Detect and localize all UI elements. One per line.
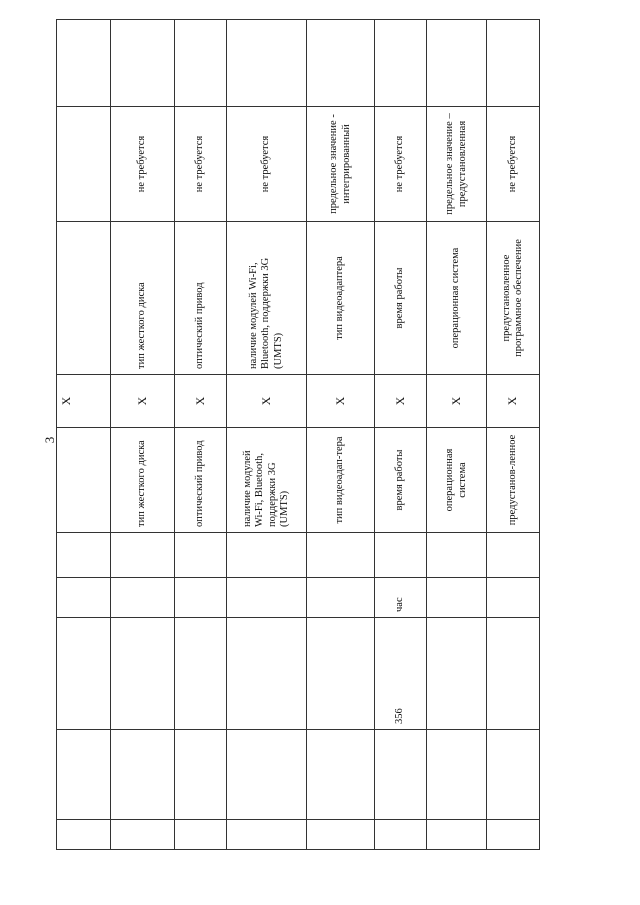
- table-cell: X: [227, 375, 307, 428]
- table-cell: [111, 618, 175, 730]
- table-cell: оптический привод: [175, 428, 227, 533]
- table-cell: [307, 618, 375, 730]
- table-cell: [227, 730, 307, 820]
- table-cell: [57, 222, 111, 375]
- table-cell: [175, 730, 227, 820]
- table-cell: [175, 618, 227, 730]
- table-cell: [427, 20, 487, 107]
- table-cell: не требуется: [111, 107, 175, 222]
- table-cell: тип жесткого диска: [111, 222, 175, 375]
- table-cell: час: [375, 578, 427, 618]
- table-cell: [307, 578, 375, 618]
- table-row: [227, 20, 307, 850]
- table-cell: время работы: [375, 428, 427, 533]
- table-cell: оптический привод: [175, 222, 227, 375]
- table-cell: [57, 730, 111, 820]
- table-cell: [175, 20, 227, 107]
- rotated-table-wrapper: [56, 20, 539, 850]
- table-cell: X: [57, 375, 111, 428]
- table-cell: X: [111, 375, 175, 428]
- table-cell: [487, 730, 540, 820]
- table-cell: наличие модулей Wi-Fi, Bluetooth, поддержки 3G (UMTS): [227, 222, 307, 375]
- table-cell: не требуется: [227, 107, 307, 222]
- table-cell: тип видеоадаптера: [307, 222, 375, 375]
- table-cell: наличие модулей Wi-Fi, Bluetooth, поддержки 3G (UMTS): [227, 428, 307, 533]
- table-cell: [375, 20, 427, 107]
- table-cell: операционная система: [427, 428, 487, 533]
- table-row: [427, 20, 487, 850]
- table-cell: [57, 533, 111, 578]
- table-cell: [487, 20, 540, 107]
- table-cell: [427, 730, 487, 820]
- table-cell: [227, 20, 307, 107]
- table-cell: предустанов-ленное: [487, 428, 540, 533]
- table-cell: [427, 618, 487, 730]
- table-cell: [307, 820, 375, 850]
- table-cell: [427, 533, 487, 578]
- table-cell: X: [487, 375, 540, 428]
- table-cell: не требуется: [487, 107, 540, 222]
- table-cell: [111, 730, 175, 820]
- specs-table: [56, 19, 540, 850]
- table-cell: [487, 533, 540, 578]
- table-cell: [57, 428, 111, 533]
- table-cell: тип видеоадап-тера: [307, 428, 375, 533]
- table-row: [57, 20, 111, 850]
- table-cell: не требуется: [375, 107, 427, 222]
- table-cell: X: [427, 375, 487, 428]
- table-cell: операционная система: [427, 222, 487, 375]
- table-cell: [57, 618, 111, 730]
- table-cell: [375, 820, 427, 850]
- table-cell: [111, 20, 175, 107]
- table-cell: [175, 578, 227, 618]
- table-row: [175, 20, 227, 850]
- table-cell: [111, 533, 175, 578]
- table-cell: 356: [375, 618, 427, 730]
- table-cell: [227, 820, 307, 850]
- table-cell: [57, 20, 111, 107]
- table-cell: [57, 107, 111, 222]
- table-cell: [111, 578, 175, 618]
- table-cell: [375, 533, 427, 578]
- table-cell: [375, 730, 427, 820]
- table-cell: предельное значение – предустановленная: [427, 107, 487, 222]
- page-number: 3: [42, 436, 57, 444]
- table-cell: [175, 820, 227, 850]
- table-cell: время работы: [375, 222, 427, 375]
- table-cell: [57, 578, 111, 618]
- table-cell: X: [307, 375, 375, 428]
- table-cell: [307, 20, 375, 107]
- table-row: [307, 20, 375, 850]
- table-cell: X: [175, 375, 227, 428]
- table-cell: [111, 820, 175, 850]
- table-row: [375, 20, 427, 850]
- table-cell: [307, 730, 375, 820]
- table-cell: предустановленное программное обеспечение: [487, 222, 540, 375]
- table-cell: не требуется: [175, 107, 227, 222]
- table-cell: [57, 820, 111, 850]
- table-row: [487, 20, 540, 850]
- table-cell: [427, 578, 487, 618]
- table-cell: тип жесткого диска: [111, 428, 175, 533]
- table-cell: [307, 533, 375, 578]
- table-cell: [175, 533, 227, 578]
- table-cell: [227, 533, 307, 578]
- table-cell: [427, 820, 487, 850]
- table-cell: [227, 618, 307, 730]
- table-cell: предельное значение - интегрированный: [307, 107, 375, 222]
- table-row: [111, 20, 175, 850]
- table-cell: [487, 618, 540, 730]
- table-cell: X: [375, 375, 427, 428]
- table-cell: [227, 578, 307, 618]
- table-cell: [487, 578, 540, 618]
- table-cell: [487, 820, 540, 850]
